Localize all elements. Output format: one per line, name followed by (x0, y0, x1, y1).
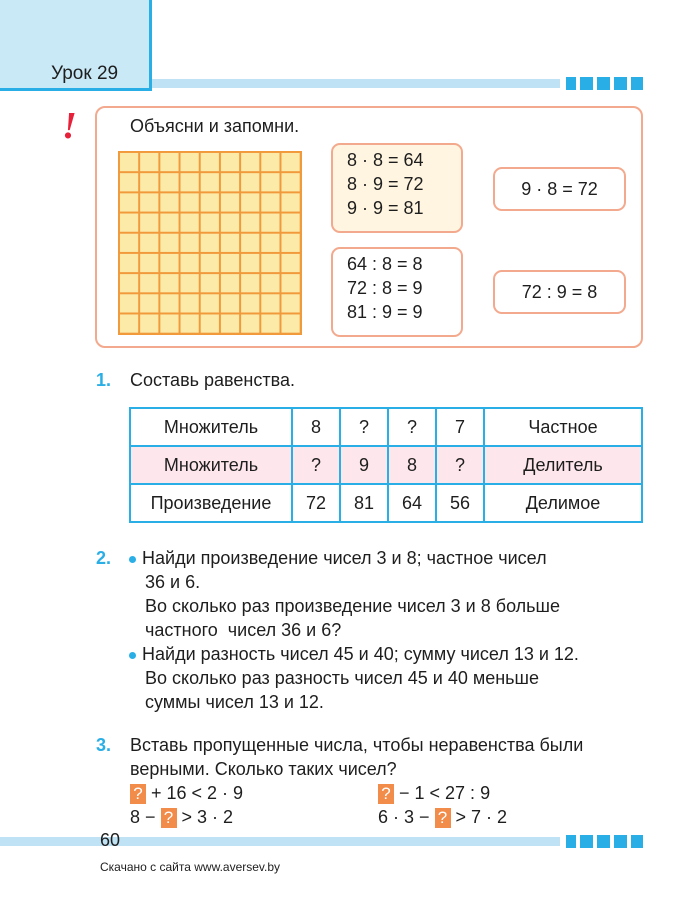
single-divide-box (493, 270, 626, 314)
table-cell: Множитель (130, 408, 292, 446)
task-line: Во сколько раз произведение чисел 3 и 8 больше (145, 596, 561, 616)
header-square (631, 77, 643, 90)
footer-stripe (0, 837, 560, 846)
inequality (130, 805, 233, 829)
header-square (580, 77, 593, 90)
inequality (378, 805, 507, 829)
multiply-box (331, 143, 463, 233)
rule-title: Объясни и запомни. (130, 116, 300, 136)
missing-number-box[interactable]: ? (130, 784, 146, 804)
bullet-icon (129, 652, 136, 659)
table-cell: 7 (436, 408, 484, 446)
equation: 81 : 9 = 9 (347, 302, 423, 322)
table-cell: ? (340, 408, 388, 446)
equation: 72 : 9 = 8 (521, 282, 598, 302)
equation: 9 · 8 = 72 (521, 179, 598, 199)
equation: 9 · 9 = 81 (347, 198, 424, 218)
table-cell: Частное (484, 408, 642, 446)
table-cell: Делитель (484, 446, 642, 484)
task-line: Во сколько раз разность чисел 45 и 40 меньше (145, 668, 540, 688)
task-line: верными. Сколько таких чисел? (130, 759, 397, 779)
table-row (130, 446, 642, 484)
missing-number-box[interactable]: ? (161, 808, 177, 828)
inequality-text: − 1 < 27 : 9 (394, 783, 491, 803)
table-row (130, 484, 642, 522)
task-number: 3. (96, 735, 112, 755)
download-credit: Скачано с сайта www.aversev.by (100, 860, 281, 874)
header-square (597, 77, 610, 90)
task-line: Найди разность чисел 45 и 40; сумму чисел 13 и 12. (142, 644, 579, 664)
table-cell: 8 (388, 446, 436, 484)
task-line: Вставь пропущенные числа, чтобы неравенства были (130, 735, 584, 755)
footer-square (614, 835, 627, 848)
task2-text (129, 546, 645, 714)
footer-square (580, 835, 593, 848)
inequality-text: > 3 · 2 (176, 807, 234, 827)
task-line: частного чисел 36 и 6? (145, 620, 342, 640)
table-cell: ? (292, 446, 340, 484)
task-line: Найди произведение чисел 3 и 8; частное чисел (142, 548, 547, 568)
header-square (566, 77, 576, 90)
table-cell: 81 (340, 484, 388, 522)
task-number: 2. (96, 548, 112, 568)
missing-number-box[interactable]: ? (435, 808, 451, 828)
divide-box (331, 247, 463, 337)
multiplication-grid (118, 151, 302, 335)
table-cell: Произведение (130, 484, 292, 522)
equalities-table (129, 407, 643, 523)
task-text: Составь равенства. (130, 370, 295, 390)
inequality-text: 8 − (130, 807, 161, 827)
table-cell: Множитель (130, 446, 292, 484)
inequality (378, 781, 490, 805)
equation: 72 : 8 = 9 (347, 278, 423, 298)
exclamation-icon: ! (62, 105, 77, 147)
inequality-text: 6 · 3 − (378, 807, 435, 827)
header-stripe (152, 79, 560, 88)
table-cell: Делимое (484, 484, 642, 522)
inequality-text: > 7 · 2 (450, 807, 508, 827)
table-cell: 64 (388, 484, 436, 522)
footer-square (597, 835, 610, 848)
footer-square (631, 835, 643, 848)
equation: 8 · 8 = 64 (347, 150, 424, 170)
header-square (614, 77, 627, 90)
page-number: 60 (100, 830, 121, 850)
bullet-icon (129, 556, 136, 563)
lesson-title: Урок 29 (51, 63, 119, 84)
table-cell: ? (436, 446, 484, 484)
missing-number-box[interactable]: ? (378, 784, 394, 804)
task-line: суммы чисел 13 и 12. (145, 692, 324, 712)
table-cell: 9 (340, 446, 388, 484)
inequality (130, 781, 243, 805)
equation: 8 · 9 = 72 (347, 174, 424, 194)
table-cell: 56 (436, 484, 484, 522)
single-multiply-box (493, 167, 626, 211)
table-cell: ? (388, 408, 436, 446)
inequality-text: + 16 < 2 · 9 (146, 783, 244, 803)
task-line: 36 и 6. (145, 572, 201, 592)
table-cell: 72 (292, 484, 340, 522)
footer-square (566, 835, 576, 848)
task-number: 1. (96, 370, 112, 390)
table-row (130, 408, 642, 446)
table-cell: 8 (292, 408, 340, 446)
equation: 64 : 8 = 8 (347, 254, 423, 274)
